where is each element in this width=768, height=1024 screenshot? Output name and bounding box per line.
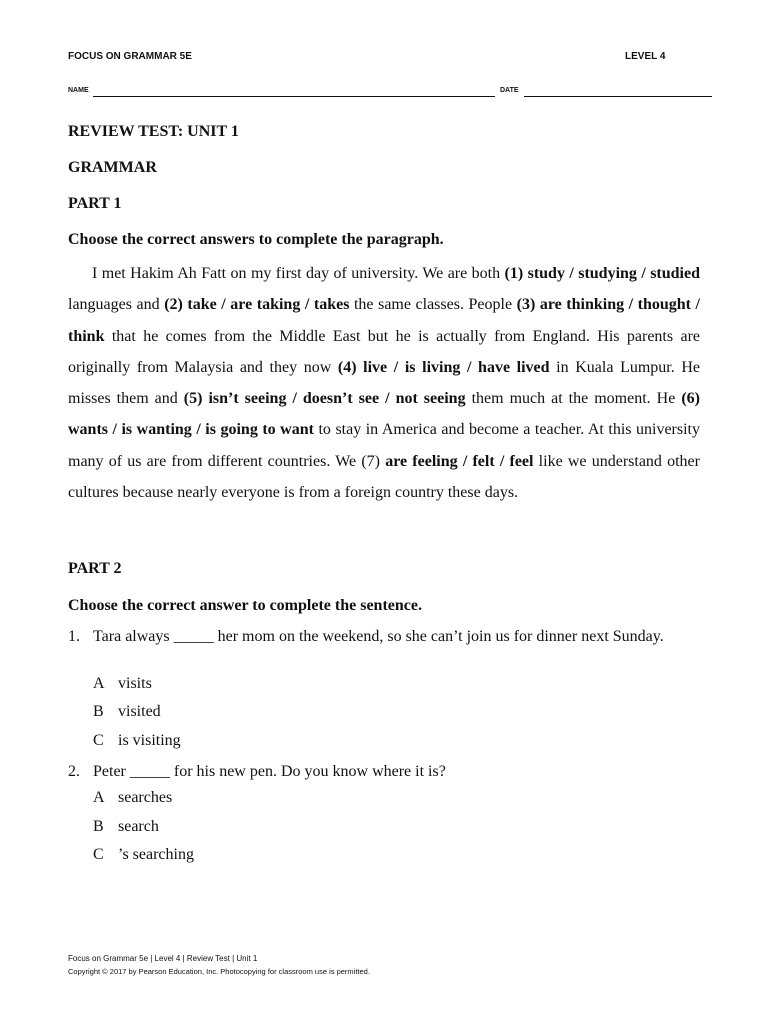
name-label: NAME: [68, 87, 89, 94]
question-2: [68, 761, 700, 782]
part2-heading: PART 2: [68, 560, 122, 577]
question-text: Peter _____ for his new pen. Do you know where it is?: [93, 763, 446, 780]
option-2c[interactable]: C ’s searching: [93, 846, 194, 863]
name-line: [93, 96, 495, 97]
page-title: REVIEW TEST: UNIT 1: [68, 123, 239, 140]
part1-heading: PART 1: [68, 195, 122, 212]
name-date-row: [68, 87, 712, 99]
header-level: LEVEL 4: [625, 51, 666, 62]
question-text: Tara always _____ her mom on the weekend, so she can’t join us for dinner next Sunday.: [93, 628, 664, 645]
choice-2: (2) take / are taking / takes: [164, 296, 350, 314]
date-label: DATE: [500, 87, 519, 94]
question-number: 2.: [68, 763, 80, 780]
section-heading: GRAMMAR: [68, 159, 157, 176]
header-book-title: FOCUS ON GRAMMAR 5E: [68, 51, 192, 62]
option-2b[interactable]: B search: [93, 818, 159, 835]
choice-5: (5) isn’t seeing / doesn’t see / not seeing: [183, 390, 466, 408]
footer-copyright: Copyright © 2017 by Pearson Education, Inc. Photocopying for classroom use is permitted.: [68, 967, 370, 976]
choice-3: (3) are thinking / thought / think: [68, 296, 701, 345]
date-line: [524, 96, 712, 97]
option-1b[interactable]: B visited: [93, 703, 161, 720]
part2-instruction: Choose the correct answer to complete the sentence.: [68, 597, 422, 614]
option-1c[interactable]: C is visiting: [93, 732, 181, 749]
footer-source: Focus on Grammar 5e | Level 4 | Review Test | Unit 1: [68, 954, 258, 963]
choice-6: (6) wants / is wanting / is going to want: [68, 390, 700, 439]
question-number: 1.: [68, 628, 80, 645]
part1-instruction: Choose the correct answers to complete the paragraph.: [68, 231, 444, 248]
choice-7: are feeling / felt / feel: [385, 452, 534, 470]
option-1a[interactable]: A visits: [93, 675, 152, 692]
option-2a[interactable]: A searches: [93, 789, 173, 806]
question-1: [68, 626, 700, 647]
cloze-paragraph: I met Hakim Ah Fatt on my first day of university. We are both (1) study / studying / studied languages and (2) take / are taking / takes the same classes. People (3) are thinking / thought / think that he comes from the Middle East but he is actually from England. His parents are originally from Malaysia and they now (4) live / is living / have lived in Kuala Lumpur. He misses them and (5) isn’t seeing / doesn’t see / not seeing them much at the moment. He (6) wants / is wanting / is going to want to stay in America and become a teacher. At this university many of us are from different countries. We (7) are feeling / felt / feel like we understand other cultures because nearly everyone is from a foreign country these days.: [68, 265, 701, 502]
choice-4: (4) live / is living / have lived: [337, 358, 550, 376]
choice-1: (1) study / studying / studied: [504, 265, 701, 282]
